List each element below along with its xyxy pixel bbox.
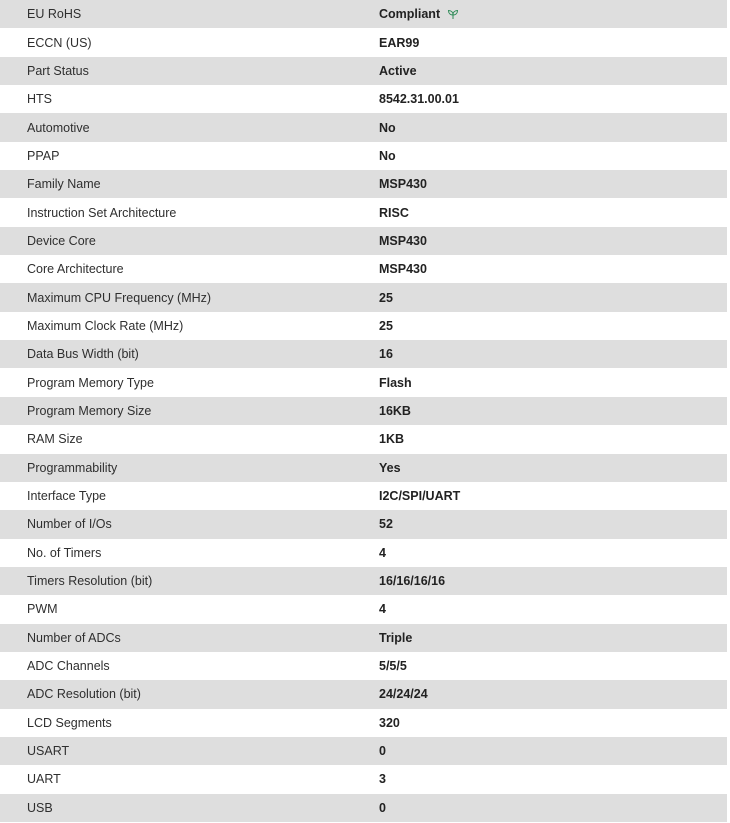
spec-row-automotive	[0, 113, 727, 141]
spec-value: 25	[379, 290, 393, 305]
spec-row-max-clock-rate	[0, 312, 727, 340]
spec-value: Active	[379, 63, 417, 78]
spec-value: I2C/SPI/UART	[379, 489, 461, 504]
spec-label: Maximum CPU Frequency (MHz)	[27, 290, 212, 305]
spec-row-eccn	[0, 28, 727, 56]
spec-value: Triple	[379, 630, 413, 645]
spec-row-data-bus-width	[0, 340, 727, 368]
spec-label: Family Name	[27, 177, 101, 192]
spec-label: Number of ADCs	[27, 630, 121, 645]
spec-label: Timers Resolution (bit)	[27, 574, 153, 589]
spec-label: No. of Timers	[27, 545, 102, 560]
spec-value: 25	[379, 318, 393, 333]
spec-row-number-of-timers	[0, 539, 727, 567]
spec-label: UART	[27, 772, 61, 787]
spec-label: Part Status	[27, 63, 89, 78]
spec-value: 0	[379, 800, 386, 815]
spec-value: 3	[379, 772, 386, 787]
leaf-icon	[447, 9, 459, 20]
spec-value: MSP430	[379, 233, 427, 248]
spec-label: EU RoHS	[27, 7, 82, 22]
spec-row-usb	[0, 794, 727, 822]
spec-row-interface-type	[0, 482, 727, 510]
spec-value: 1KB	[379, 432, 405, 447]
spec-label: PWM	[27, 602, 58, 617]
spec-label: LCD Segments	[27, 715, 112, 730]
spec-label: USB	[27, 800, 53, 815]
spec-label: Program Memory Size	[27, 403, 152, 418]
spec-row-timers-resolution	[0, 567, 727, 595]
spec-value: 24/24/24	[379, 687, 428, 702]
spec-row-core-architecture	[0, 255, 727, 283]
spec-row-adc-channels	[0, 652, 727, 680]
spec-row-lcd-segments	[0, 709, 727, 737]
spec-label: PPAP	[27, 148, 60, 163]
spec-row-eu-rohs	[0, 0, 727, 28]
spec-value: 52	[379, 517, 393, 532]
spec-label: RAM Size	[27, 432, 83, 447]
spec-value: Compliant	[379, 7, 441, 22]
spec-row-programmability	[0, 454, 727, 482]
spec-row-usart	[0, 737, 727, 765]
spec-row-pwm	[0, 595, 727, 623]
spec-value: No	[379, 120, 396, 135]
spec-value: 16/16/16/16	[379, 574, 446, 589]
spec-label: Device Core	[27, 233, 96, 248]
spec-row-part-status	[0, 57, 727, 85]
spec-value: 5/5/5	[379, 659, 407, 674]
spec-value: 4	[379, 602, 386, 617]
spec-row-isa	[0, 198, 727, 226]
spec-label: Instruction Set Architecture	[27, 205, 177, 220]
spec-label: ADC Channels	[27, 659, 110, 674]
spec-label: HTS	[27, 92, 52, 107]
spec-label: Program Memory Type	[27, 375, 154, 390]
spec-value: Flash	[379, 375, 412, 390]
spec-label: Programmability	[27, 460, 118, 475]
spec-label: ADC Resolution (bit)	[27, 687, 141, 702]
spec-value: 16KB	[379, 403, 411, 418]
spec-value-wrap	[379, 7, 727, 21]
spec-row-hts	[0, 85, 727, 113]
spec-row-uart	[0, 765, 727, 793]
spec-value: EAR99	[379, 35, 420, 50]
spec-label: Core Architecture	[27, 262, 124, 277]
spec-label: Data Bus Width (bit)	[27, 347, 139, 362]
spec-label: Interface Type	[27, 489, 106, 504]
spec-row-adc-resolution	[0, 680, 727, 708]
spec-value: MSP430	[379, 262, 427, 277]
spec-value: 8542.31.00.01	[379, 92, 459, 107]
spec-row-max-cpu-frequency	[0, 283, 727, 311]
spec-value: No	[379, 148, 396, 163]
spec-row-number-of-adcs	[0, 624, 727, 652]
spec-row-ram-size	[0, 425, 727, 453]
spec-row-device-core	[0, 227, 727, 255]
spec-row-program-memory-type	[0, 368, 727, 396]
spec-label: Automotive	[27, 120, 90, 135]
spec-value: 320	[379, 715, 400, 730]
spec-value: 4	[379, 545, 386, 560]
spec-value: RISC	[379, 205, 409, 220]
spec-value: 0	[379, 744, 386, 759]
spec-row-family-name	[0, 170, 727, 198]
spec-label: Maximum Clock Rate (MHz)	[27, 318, 184, 333]
spec-label: ECCN (US)	[27, 35, 92, 50]
spec-row-program-memory-size	[0, 397, 727, 425]
spec-value: MSP430	[379, 177, 427, 192]
spec-value: Yes	[379, 460, 401, 475]
spec-label: USART	[27, 744, 70, 759]
spec-value: 16	[379, 347, 393, 362]
spec-label: Number of I/Os	[27, 517, 112, 532]
spec-row-number-of-ios	[0, 510, 727, 538]
spec-row-ppap	[0, 142, 727, 170]
